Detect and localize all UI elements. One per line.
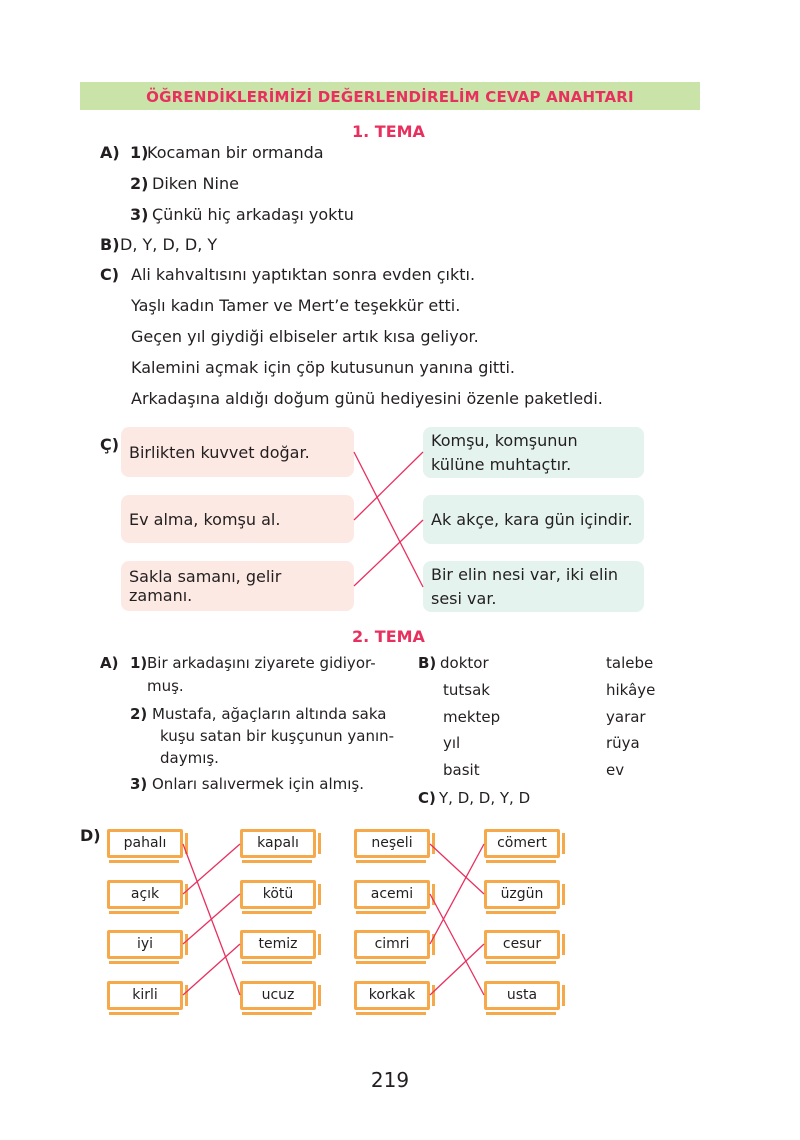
tema2-a-1-line-2: muş.: [147, 677, 184, 695]
tema2-a-2-line-3: daymış.: [160, 749, 219, 767]
word-box-temiz: temiz: [240, 930, 316, 959]
word-box-cimri: cimri: [354, 930, 430, 959]
tema2-a-2-line-2: kuşu satan bir kuşçunun yanın-: [160, 727, 395, 745]
word-box-acemi: acemi: [354, 880, 430, 909]
proverb-left-3-text: Sakla samanı, gelir zamanı.: [129, 567, 282, 605]
match-line-ev-alma: [354, 452, 423, 520]
tema2-c-label: C): [418, 789, 436, 807]
tema1-a-text-3: Çünkü hiç arkadaşı yoktu: [152, 205, 354, 224]
tema2-b-col2-1: talebe: [606, 654, 654, 672]
word-box-neseli: neşeli: [354, 829, 430, 858]
word-box-iyi: iyi: [107, 930, 183, 959]
page-number: 219: [370, 1068, 410, 1092]
tema2-a-2-line-1: Mustafa, ağaçların altında saka: [152, 705, 387, 723]
tema2-b-col2-4: rüya: [606, 734, 640, 752]
match-line-kirli-temiz: [183, 944, 240, 995]
tema1-b-text: D, Y, D, D, Y: [120, 235, 218, 254]
tema1-c-line-2: Yaşlı kadın Tamer ve Mert’e teşekkür etti.: [131, 296, 461, 315]
proverb-right-3-text: Bir elin nesi var, iki elin sesi var.: [431, 564, 619, 608]
word-box-comert: cömert: [484, 829, 560, 858]
word-box-uzgun: üzgün: [484, 880, 560, 909]
tema2-b-col1-3: mektep: [443, 708, 501, 726]
tema1-a-num-1: 1): [130, 143, 149, 162]
tema2-b-col2-3: yarar: [606, 708, 646, 726]
word-box-acik: açık: [107, 880, 183, 909]
word-box-cesur: cesur: [484, 930, 560, 959]
match-line-birlikten: [354, 452, 423, 587]
tema1-c-line-3: Geçen yıl giydiği elbiseler artık kısa geliyor.: [131, 327, 479, 346]
tema2-a-3-line-1: Onları salıvermek için almış.: [152, 775, 364, 793]
match-line-acik-kapali: [183, 844, 240, 894]
tema2-b-label: B): [418, 654, 437, 672]
match-line-korkak-cesur: [430, 944, 484, 995]
tema2-d-label: D): [80, 826, 101, 845]
tema1-cc-label: Ç): [100, 435, 120, 454]
proverb-left-1-text: Birlikten kuvvet doğar.: [129, 442, 310, 462]
tema1-a-text-1: Kocaman bir ormanda: [147, 143, 324, 162]
tema1-c-line-1: Ali kahvaltısını yaptıktan sonra evden çıktı.: [131, 265, 476, 284]
proverb-right-1-text: Komşu, komşunun külüne muhtaçtır.: [431, 430, 578, 474]
word-box-kotu: kötü: [240, 880, 316, 909]
match-line-iyi-kotu: [183, 894, 240, 944]
tema1-c-line-5: Arkadaşına aldığı doğum günü hediyesini özenle paketledi.: [131, 389, 603, 408]
tema2-a-num-3: 3): [130, 775, 148, 793]
word-box-korkak: korkak: [354, 981, 430, 1010]
match-line-cimri-comert: [430, 844, 484, 944]
tema1-c-label: C): [100, 265, 120, 284]
tema2-c-text: Y, D, D, Y, D: [439, 789, 531, 807]
tema1-a-num-2: 2): [130, 174, 149, 193]
tema2-a-num-1: 1): [130, 654, 148, 672]
tema1-b-label: B): [100, 235, 120, 254]
word-box-kirli: kirli: [107, 981, 183, 1010]
tema1-a-text-2: Diken Nine: [152, 174, 239, 193]
tema1-title: 1. TEMA: [352, 122, 425, 141]
word-box-usta: usta: [484, 981, 560, 1010]
tema2-b-col2-2: hikâye: [606, 681, 656, 699]
word-box-pahali: pahalı: [107, 829, 183, 858]
tema2-a-1-line-1: Bir arkadaşını ziyarete gidiyor-: [147, 654, 376, 672]
proverb-left-2-text: Ev alma, komşu al.: [129, 509, 281, 529]
proverb-right-2-text: Ak akçe, kara gün içindir.: [431, 509, 633, 529]
tema1-a-label: A): [100, 143, 120, 162]
word-box-ucuz: ucuz: [240, 981, 316, 1010]
tema2-b-col1-1: doktor: [440, 654, 489, 672]
tema2-b-col1-4: yıl: [443, 734, 461, 752]
tema2-b-col2-5: ev: [606, 761, 625, 779]
tema1-c-line-4: Kalemini açmak için çöp kutusunun yanına gitti.: [131, 358, 515, 377]
tema2-b-col1-5: basit: [443, 761, 480, 779]
page-title: ÖĞRENDİKLERİMİZİ DEĞERLENDİRELİM CEVAP ANAHTARI: [146, 88, 634, 106]
word-box-kapali: kapalı: [240, 829, 316, 858]
match-line-sakla: [354, 520, 423, 586]
tema2-a-num-2: 2): [130, 705, 148, 723]
match-line-acemi-usta: [430, 894, 484, 995]
match-line-neseli-uzgun: [430, 844, 484, 894]
tema2-a-label: A): [100, 654, 119, 672]
tema1-a-num-3: 3): [130, 205, 149, 224]
tema2-b-col1-2: tutsak: [443, 681, 490, 699]
tema2-title: 2. TEMA: [352, 627, 425, 646]
